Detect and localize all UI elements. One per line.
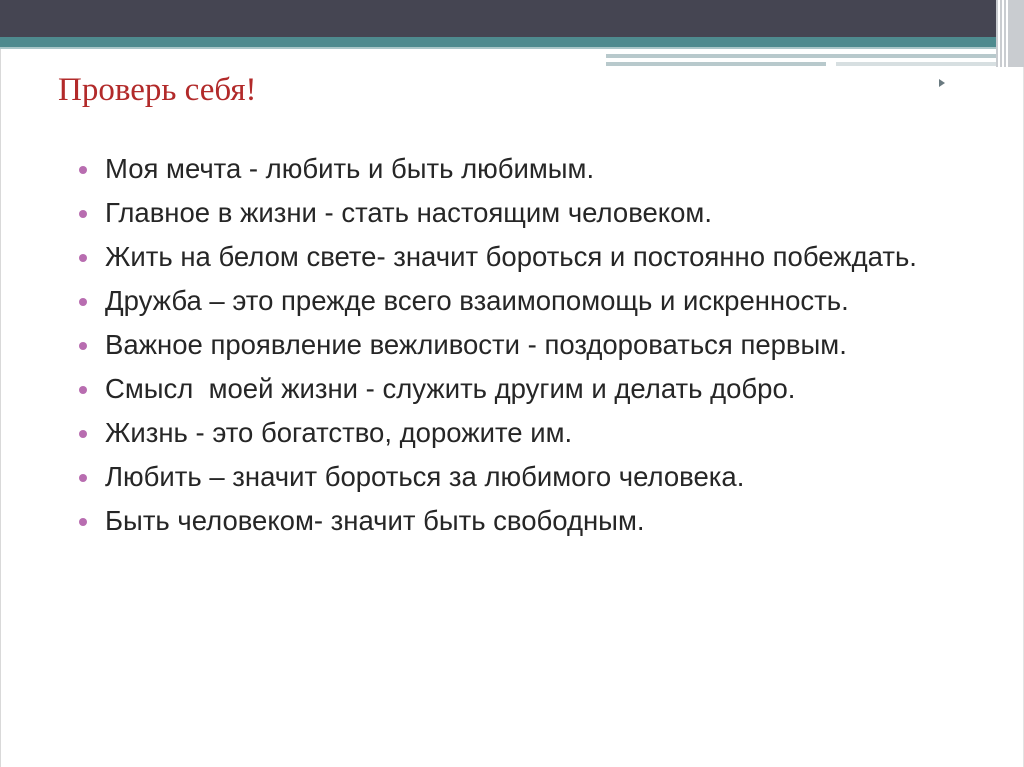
list-item-text: Жить на белом свете- значит бороться и постоянно побеждать. xyxy=(105,241,917,272)
list-item-text: Любить – значит бороться за любимого человека. xyxy=(105,461,745,492)
slide-title: Проверь себя! xyxy=(58,72,257,108)
list-item-text: Смысл моей жизни - служить другим и делать добро. xyxy=(105,373,796,404)
list-item-text: Моя мечта - любить и быть любимым. xyxy=(105,153,595,184)
list-item xyxy=(78,282,1008,320)
list-item xyxy=(78,502,1008,540)
list-item-text: Главное в жизни - стать настоящим человеком. xyxy=(105,197,712,228)
bullet-dot-icon xyxy=(79,430,87,438)
bullet-list xyxy=(78,150,1008,546)
list-item-text: Быть человеком- значит быть свободным. xyxy=(105,505,645,536)
bullet-dot-icon xyxy=(79,298,87,306)
list-item xyxy=(78,326,1008,364)
list-item xyxy=(78,194,1008,232)
bullet-dot-icon xyxy=(79,386,87,394)
list-item xyxy=(78,414,1008,452)
bullet-dot-icon xyxy=(79,518,87,526)
bullet-dot-icon xyxy=(79,474,87,482)
bullet-dot-icon xyxy=(79,254,87,262)
header-stripe xyxy=(606,54,996,58)
bullet-dot-icon xyxy=(79,210,87,218)
header-stripe xyxy=(606,62,826,66)
list-item-text: Важное проявление вежливости - поздороваться первым. xyxy=(105,329,847,360)
bullet-dot-icon xyxy=(79,166,87,174)
list-item-text: Дружба – это прежде всего взаимопомощь и искренность. xyxy=(105,285,849,316)
slide-border-left xyxy=(0,49,1,767)
list-item xyxy=(78,238,1008,276)
play-arrow-icon xyxy=(939,79,945,87)
list-item xyxy=(78,458,1008,496)
header-accent-line xyxy=(0,47,1024,49)
header-accent-bar xyxy=(0,37,1024,47)
list-item xyxy=(78,150,1008,188)
header-corner-decoration xyxy=(996,0,1024,67)
header-stripe xyxy=(836,62,996,66)
list-item xyxy=(78,370,1008,408)
list-item-text: Жизнь - это богатство, дорожите им. xyxy=(105,417,573,448)
header-bar xyxy=(0,0,1024,37)
bullet-dot-icon xyxy=(79,342,87,350)
